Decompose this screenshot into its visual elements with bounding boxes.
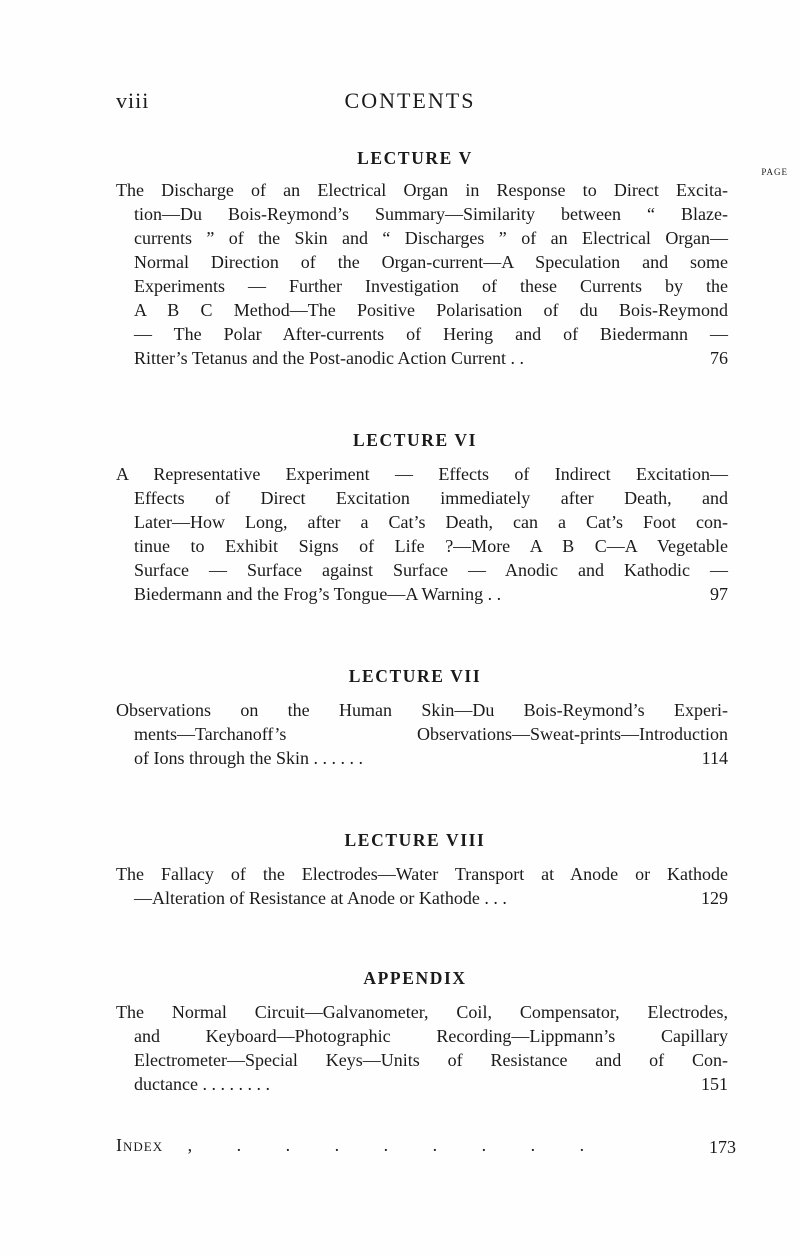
entry-line: of Ions through the Skin . . . . . . <box>134 748 363 768</box>
entry-line: The Discharge of an Electrical Organ in Response to Direct Excita- <box>116 180 728 200</box>
entry-line: tion—Du Bois-Reymond’s Summary—Similarity between “ Blaze- <box>134 204 728 224</box>
entry-line: A Representative Experiment — Effects of Indirect Excitation— <box>116 464 728 484</box>
lecture-v-entry <box>116 178 728 370</box>
entry-line: The Fallacy of the Electrodes—Water Transport at Anode or Kathode <box>116 864 728 884</box>
appendix-entry <box>116 1000 728 1096</box>
entry-line: tinue to Exhibit Signs of Life ?—More A B C—A Vegetable <box>134 536 728 556</box>
page-column-label: PAGE <box>761 167 788 177</box>
lecture-viii-section <box>0 827 800 853</box>
entry-line: Normal Direction of the Organ-current—A Speculation and some <box>134 252 728 272</box>
page-number: 97 <box>710 584 728 604</box>
page-number: 114 <box>701 748 728 768</box>
index-leader-dots: , . . . . . . . . <box>187 1135 605 1155</box>
entry-line: Electrometer—Special Keys—Units of Resistance and of Con- <box>134 1050 728 1070</box>
entry-line: Experiments — Further Investigation of these Currents by the <box>134 276 728 296</box>
entry-line: and Keyboard—Photographic Recording—Lippmann’s Capillary <box>134 1026 728 1046</box>
index-label: Index <box>116 1135 164 1155</box>
entry-line: Effects of Direct Excitation immediately after Death, and <box>134 488 728 508</box>
lecture-title: LECTURE VIII <box>344 830 486 850</box>
page-header <box>0 88 800 122</box>
lecture-title: LECTURE VI <box>352 430 478 450</box>
page-number: 173 <box>709 1137 736 1157</box>
entry-line: Later—How Long, after a Cat’s Death, can a Cat’s Foot con- <box>134 512 728 532</box>
lecture-v-section <box>0 145 800 177</box>
page-number: 76 <box>710 348 728 368</box>
lecture-vii-section <box>0 663 800 689</box>
lecture-vi-section <box>0 427 800 453</box>
folio-number: viii <box>116 88 150 113</box>
lecture-title: LECTURE VII <box>348 666 482 686</box>
page-number: 151 <box>701 1074 728 1094</box>
entry-line: A B C Method—The Positive Polarisation of du Bois-Reymond <box>134 300 728 320</box>
lecture-vi-entry <box>116 462 728 606</box>
running-title: CONTENTS <box>344 88 476 113</box>
entry-line: Surface — Surface against Surface — Anodic and Kathodic — <box>134 560 728 580</box>
entry-line: The Normal Circuit—Galvanometer, Coil, Compensator, Electrodes, <box>116 1002 728 1022</box>
entry-line: currents ” of the Skin and “ Discharges ” of an Electrical Organ— <box>134 228 728 248</box>
lecture-title: LECTURE V <box>357 148 473 168</box>
index-entry <box>116 1135 736 1161</box>
entry-line: ments—Tarchanoff’s Observations—Sweat-prints—Introduction <box>134 724 728 744</box>
entry-line: —Alteration of Resistance at Anode or Kathode . . . <box>134 888 507 908</box>
appendix-section <box>0 965 800 991</box>
entry-line: Ritter’s Tetanus and the Post-anodic Action Current . . <box>134 348 525 368</box>
lecture-viii-entry <box>116 862 728 910</box>
lecture-vii-entry <box>116 698 728 770</box>
entry-line: ductance . . . . . . . . <box>134 1074 270 1094</box>
entry-line: Observations on the Human Skin—Du Bois-Reymond’s Experi- <box>116 700 728 720</box>
lecture-title: APPENDIX <box>363 968 467 988</box>
entry-line: — The Polar After-currents of Hering and of Biedermann — <box>134 324 728 344</box>
entry-line: Biedermann and the Frog’s Tongue—A Warning . . <box>134 584 502 604</box>
page-number: 129 <box>701 888 728 908</box>
